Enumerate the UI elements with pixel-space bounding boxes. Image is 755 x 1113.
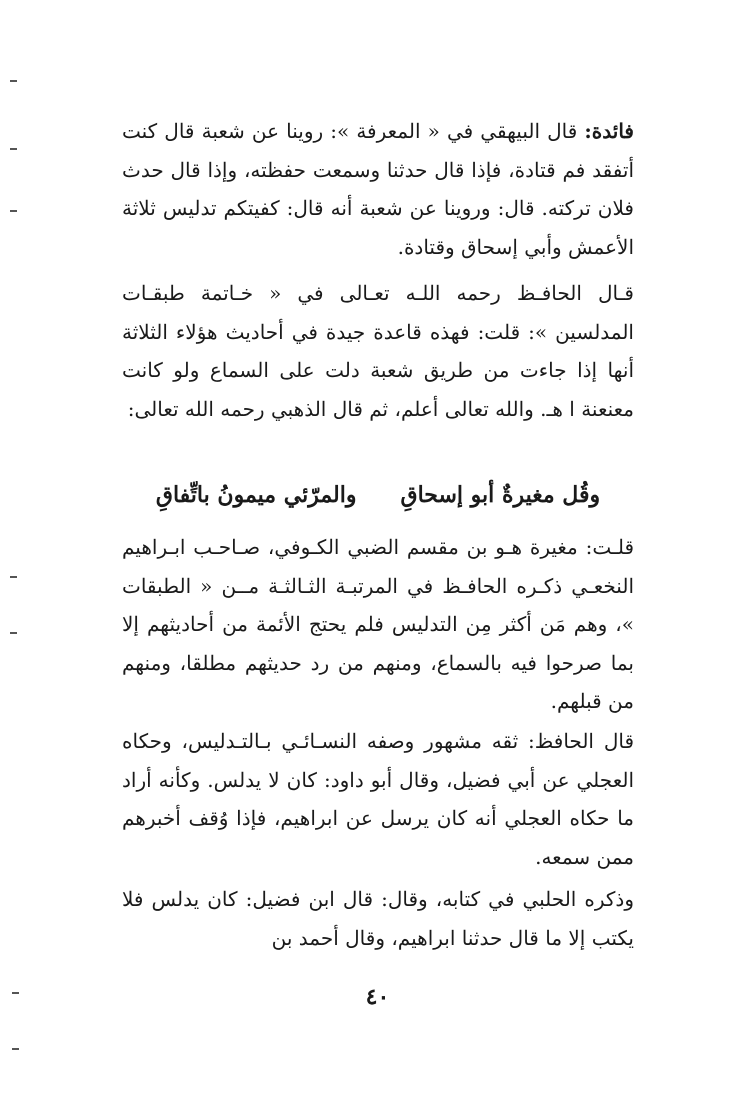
- paragraph-faida: [122, 112, 634, 266]
- margin-tick: [10, 632, 17, 634]
- verse-first-hemistich: وقُل مغيرةٌ أبو إسحاقِ: [400, 482, 601, 508]
- margin-tick: [10, 210, 17, 212]
- verse-second-hemistich: والمرّئي ميمونُ باتِّفاقِ: [155, 482, 357, 508]
- poem-verse: [122, 476, 634, 514]
- paragraph-hafiz-khatima: [122, 274, 634, 428]
- paragraph-hafiz-thiqa: [122, 722, 634, 876]
- faida-text: قال البيهقي في « المعرفة »: روينا عن شعبة قال كنت أتفقد فم قتادة، فإذا قال حدثنا وسمعت حفظته، وإذا قال حدث فلان تركته. قال: وروينا عن شعبة أنه قال: كفيتكم تدليس ثلاثة الأعمش وأبي إسحاق وقتادة.: [122, 119, 634, 259]
- margin-tick: [10, 576, 17, 578]
- halabi-text: وذكره الحلبي في كتابه، وقال: قال ابن فضيل: كان يدلس فلا يكتب إلا ما قال حدثنا ابراهيم، وقال أحمد بن: [122, 887, 634, 950]
- hafiz-thiqa-text: قال الحافظ: ثقه مشهور وصفه النسـائـي بـالتـدليس، وحكاه العجلي عن أبي فضيل، وقال أبو داود: كان لا يدلس. وكأنه أراد ما حكاه العجلي أنه كان يرسل عن ابراهيم، فإذا وُقف أخبرهم ممن سمعه.: [122, 729, 634, 869]
- mughira-text: قلـت: مغيرة هـو بن مقسم الضبي الكـوفي، صـاحـب ابـراهيم النخعـي ذكـره الحافـظ في المرتبـة الثـالثـة مــن « الطبقات »، وهم مَن أكثر مِن التدليس فلم يحتج الأئمة من أحاديثهم إلا بما صرحوا فيه بالسماع، ومنهم من رد حديثهم مطلقا، ومنهم من قبلهم.: [122, 535, 634, 713]
- faida-label: فائدة:: [584, 119, 634, 143]
- page-number: ٤٠: [365, 984, 390, 1010]
- paragraph-mughira: [122, 528, 634, 721]
- margin-tick: [12, 1048, 19, 1050]
- paragraph-halabi: [122, 880, 634, 957]
- hafiz-khatima-text: قـال الحافـظ رحمه اللـه تعـالى في « خـاتمة طبقـات المدلسين »: قلت: فهذه قاعدة جيدة في أحاديث هؤلاء الثلاثة أنها إذا جاءت من طريق شعبة دلت على السماع ولو كانت معنعنة ا هـ. والله تعالى أعلم، ثم قال الذهبي رحمه الله تعالى:: [122, 281, 634, 421]
- margin-tick: [10, 148, 17, 150]
- margin-tick: [10, 80, 17, 82]
